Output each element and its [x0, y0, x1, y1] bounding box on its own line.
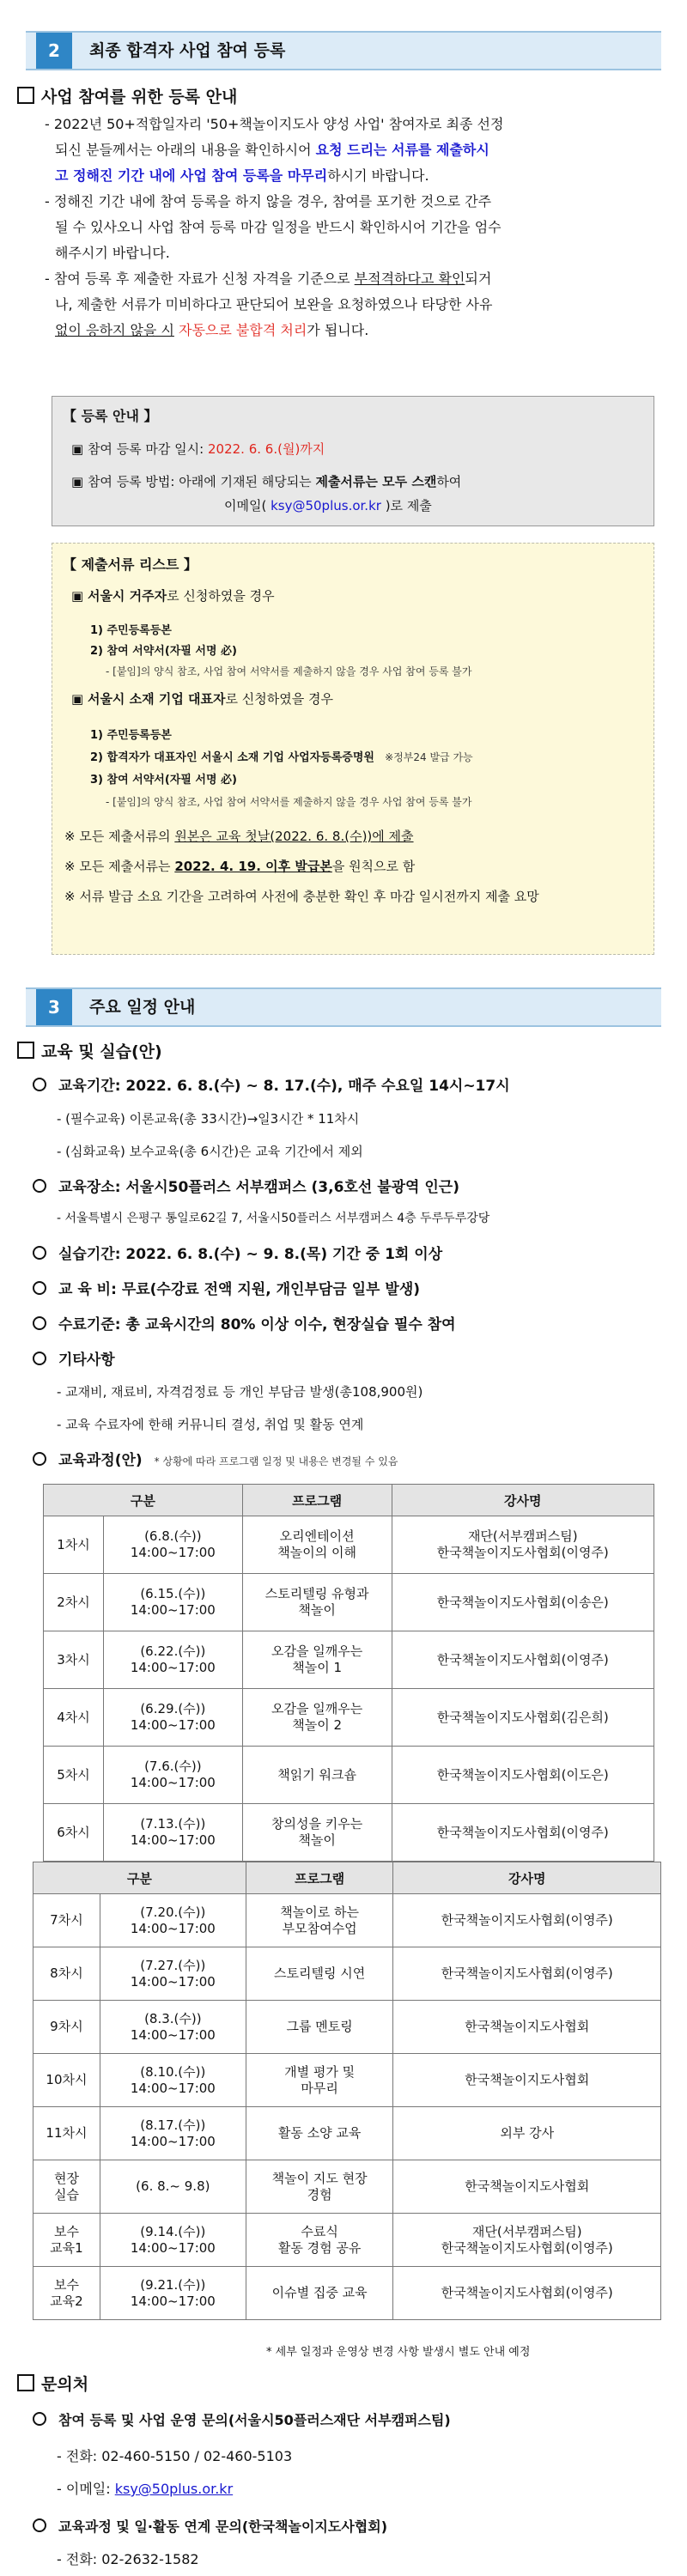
checkbox-square-icon — [17, 2374, 34, 2391]
circle-bullet-icon — [33, 1281, 46, 1295]
date-cell-line: (9.14.(수)) — [140, 2223, 206, 2239]
date-cell — [103, 1689, 242, 1747]
contact-email-link[interactable]: ksy@50plus.or.kr — [114, 2481, 234, 2497]
session-cell-line: 10차시 — [46, 2072, 88, 2087]
circle-bullet-icon — [33, 1078, 46, 1091]
date-cell — [103, 1574, 242, 1631]
section-3-header — [26, 987, 661, 1027]
date-cell-line: 14:00~17:00 — [130, 1775, 216, 1790]
program-cell-line: 오감을 일깨우는 — [271, 1701, 363, 1716]
checkbox-square-icon — [17, 1042, 34, 1059]
edu-detail: - (필수교육) 이론교육(총 33시간)→일3시간 * 11차시 — [57, 1111, 360, 1127]
instructor-cell-line: 한국책놀이지도사협회 — [465, 2019, 590, 2034]
registration-info-box — [52, 396, 654, 526]
date-cell — [100, 2267, 246, 2320]
program-cell — [246, 2001, 393, 2054]
date-cell — [103, 1804, 242, 1862]
program-cell-line: 이슈별 집중 교육 — [271, 2285, 368, 2300]
program-cell-line: 책놀이 지도 현장 — [271, 2170, 368, 2186]
program-cell-line: 스토리텔링 시연 — [274, 1965, 366, 1981]
program-cell-line: 활동 소양 교육 — [277, 2125, 362, 2141]
instructor-cell — [392, 1747, 654, 1804]
section-number: 2 — [36, 33, 72, 69]
session-cell-line: 7차시 — [50, 1912, 83, 1928]
date-cell-line: (6. 8.~ 9.8) — [136, 2178, 210, 2194]
circle-bullet-icon — [33, 1246, 46, 1260]
instructor-cell-line: 한국책놀이지도사협회(이영주) — [436, 1651, 609, 1668]
date-cell — [100, 2160, 246, 2214]
program-cell — [242, 1689, 392, 1747]
session-cell — [33, 1947, 100, 2001]
note-1: ※ 모든 제출서류의 원본은 교육 첫날(2022. 6. 8.(수))에 제출 — [64, 829, 414, 844]
table-footnote: * 세부 일정과 운영상 변경 사항 발생시 별도 안내 예정 — [266, 2346, 531, 2359]
session-cell-line: 9차시 — [50, 2019, 83, 2034]
date-cell-line: (7.27.(수)) — [140, 1957, 206, 1973]
doc-note: - [붙임]의 양식 참조, 사업 참여 서약서를 제출하지 않을 경우 사업 참여 등록 불가 — [106, 796, 472, 808]
session-cell — [33, 2267, 100, 2320]
date-cell-line: 14:00~17:00 — [130, 1920, 216, 1936]
instructor-cell-line: 한국책놀이지도사협회 — [465, 2072, 590, 2087]
section-title: 최종 합격자 사업 참여 등록 — [89, 41, 286, 60]
program-cell-line: 스토리텔링 유형과 — [264, 1586, 369, 1601]
note-3: ※ 서류 발급 소요 기간을 고려하여 사전에 충분한 확인 후 마감 일시전까지 제출 요망 — [64, 889, 539, 904]
instructor-cell — [392, 1631, 654, 1689]
instructor-cell — [392, 1516, 654, 1574]
session-cell-line: 5차시 — [57, 1766, 90, 1783]
instructor-cell — [393, 2160, 661, 2214]
education-heading: 교육 및 실습(안) — [17, 1039, 162, 1062]
instructor-cell — [393, 2001, 661, 2054]
session-cell — [33, 2160, 100, 2214]
date-cell — [103, 1631, 242, 1689]
date-cell-line: 14:00~17:00 — [130, 2239, 216, 2256]
circle-bullet-icon — [33, 1179, 46, 1193]
section-number: 3 — [36, 989, 72, 1025]
date-cell-line: (9.21.(수)) — [140, 2276, 206, 2293]
guide-line: 해주시기 바랍니다. — [55, 245, 170, 261]
table-row — [44, 1516, 654, 1574]
date-cell-line: (7.13.(수)) — [140, 1816, 206, 1832]
session-cell-line: 4차시 — [57, 1709, 90, 1725]
session-cell-line: 2차시 — [57, 1594, 90, 1610]
instructor-cell-line: 재단(서부캠퍼스팀) — [471, 2223, 582, 2239]
date-cell-line: (7.20.(수)) — [140, 1904, 206, 1920]
group1-title: ▣ 서울시 거주자로 신청하였을 경우 — [71, 588, 275, 604]
session-cell — [33, 2054, 100, 2107]
date-cell-line: (7.6.(수)) — [144, 1759, 202, 1774]
instructor-cell — [393, 1947, 661, 2001]
date-cell-line: 14:00~17:00 — [130, 2133, 216, 2149]
session-cell — [33, 2214, 100, 2267]
program-cell — [246, 2054, 393, 2107]
session-cell — [33, 2001, 100, 2054]
edu-place: 교육장소: 서울시50플러스 서부캠퍼스 (3,6호선 불광역 인근) — [33, 1175, 459, 1196]
schedule-table-2 — [33, 1862, 661, 2320]
session-cell-line: 보수 — [53, 2223, 79, 2239]
program-cell-line: 책놀이 — [298, 1602, 336, 1618]
edu-detail: - 교육 수료자에 한해 커뮤니티 결성, 취업 및 활동 연계 — [57, 1417, 364, 1432]
section-2-header — [26, 31, 661, 70]
circle-bullet-icon — [33, 1316, 46, 1330]
program-cell-line: 경험 — [307, 2186, 332, 2202]
program-cell-line: 오감을 일깨우는 — [271, 1643, 363, 1659]
program-cell-line: 책놀이의 이해 — [277, 1545, 356, 1560]
program-cell — [246, 1947, 393, 2001]
instructor-cell — [393, 2107, 661, 2160]
program-cell — [242, 1574, 392, 1631]
program-cell — [246, 2107, 393, 2160]
doc-item: 3) 참여 서약서(자필 서명 必) — [90, 774, 237, 787]
email-item: 이메일( ksy@50plus.or.kr )로 제출 — [224, 498, 432, 513]
instructor-cell-line: 한국책놀이지도사협회(이영주) — [436, 1545, 609, 1560]
edu-detail: - 교재비, 재료비, 자격검정료 등 개인 부담금 발생(총108,900원) — [57, 1384, 423, 1400]
guide-line: - 참여 등록 후 제출한 자료가 신청 자격을 기준으로 부적격하다고 확인되거 — [45, 270, 492, 287]
doc-item: 2) 참여 서약서(자필 서명 必) — [90, 645, 237, 658]
date-cell-line: 14:00~17:00 — [130, 2293, 216, 2309]
instructor-cell — [392, 1689, 654, 1747]
edu-course: 교육과정(안) * 상황에 따라 프로그램 일정 및 내용은 변경될 수 있음 — [33, 1448, 398, 1469]
date-cell-line: 14:00~17:00 — [130, 1545, 216, 1560]
date-cell-line: (8.3.(수)) — [144, 2010, 202, 2026]
circle-bullet-icon — [33, 2412, 46, 2426]
instructor-cell — [393, 2214, 661, 2267]
instructor-cell-line: 한국책놀이지도사협회(이도은) — [436, 1766, 609, 1783]
program-cell-line: 책놀이로 하는 — [280, 1904, 359, 1920]
session-cell — [44, 1747, 104, 1804]
program-cell-line: 책놀이 — [298, 1832, 336, 1848]
date-cell-line: 14:00~17:00 — [130, 1717, 216, 1733]
header-cell: 강사명 — [392, 1485, 654, 1516]
instructor-cell-line: 한국책놀이지도사협회(이영주) — [441, 1965, 613, 1981]
guide-line: - 2022년 50+적합일자리 '50+책놀이지도사 양성 사업' 참여자로 최종 선정 — [45, 116, 504, 132]
instructor-cell — [393, 2267, 661, 2320]
email-link[interactable]: ksy@50plus.or.kr — [271, 498, 381, 513]
table-row — [33, 2267, 661, 2320]
program-cell-line: 책읽기 워크숍 — [277, 1766, 356, 1783]
program-cell-line: 창의성을 키우는 — [271, 1816, 363, 1832]
program-cell — [246, 2214, 393, 2267]
instructor-cell-line: 한국책놀이지도사협회(이영주) — [441, 1912, 613, 1928]
session-cell — [44, 1516, 104, 1574]
date-cell-line: 14:00~17:00 — [130, 1832, 216, 1848]
instructor-cell — [392, 1804, 654, 1862]
instructor-cell-line: 한국책놀이지도사협회 — [465, 2178, 590, 2194]
guide-line: 될 수 있사오니 사업 참여 등록 마감 일정을 반드시 확인하시어 기간을 엄수 — [55, 219, 502, 235]
table-row — [44, 1574, 654, 1631]
program-cell — [242, 1804, 392, 1862]
date-cell-line: (6.29.(수)) — [140, 1701, 206, 1716]
program-cell-line: 개별 평가 및 — [284, 2063, 356, 2080]
date-cell-line: (6.22.(수)) — [140, 1643, 206, 1659]
deadline-item: ▣ 참여 등록 마감 일시: 2022. 6. 6.(월)까지 — [71, 441, 325, 457]
program-cell-line: 그룹 멘토링 — [286, 2019, 353, 2034]
header-cell: 프로그램 — [246, 1862, 393, 1894]
table-row — [33, 1894, 661, 1947]
table-row — [33, 2107, 661, 2160]
contact-email-row: - 이메일: ksy@50plus.or.kr — [57, 2481, 234, 2497]
instructor-cell-line: 한국책놀이지도사협회(김은희) — [436, 1709, 609, 1725]
program-cell — [246, 1894, 393, 1947]
header-cell: 구분 — [44, 1485, 243, 1516]
session-cell-line: 현장 — [53, 2170, 79, 2186]
date-cell — [103, 1747, 242, 1804]
date-cell-line: 14:00~17:00 — [130, 2026, 216, 2043]
session-cell-line: 3차시 — [57, 1651, 90, 1668]
instructor-cell-line: 재단(서부캠퍼스팀) — [467, 1528, 578, 1544]
contact-phone: - 전화: 02-460-5150 / 02-460-5103 — [57, 2448, 293, 2464]
checkbox-square-icon — [17, 87, 34, 104]
program-cell — [242, 1747, 392, 1804]
instructor-cell — [393, 1894, 661, 1947]
contact-1-title: 참여 등록 및 사업 운영 문의(서울시50플러스재단 서부캠퍼스팀) — [33, 2409, 451, 2429]
session-cell — [33, 2107, 100, 2160]
guide-line: 고 정해진 기간 내에 사업 참여 등록을 마무리하시기 바랍니다. — [55, 167, 429, 184]
session-cell-line: 1차시 — [57, 1536, 90, 1552]
program-cell-line: 부모참여수업 — [282, 1920, 357, 1936]
edu-detail: - 서울특별시 은평구 통일로62길 7, 서울시50플러스 서부캠퍼스 4층 두루두루강당 — [57, 1212, 490, 1225]
edu-period: 교육기간: 2022. 6. 8.(수) ~ 8. 17.(수), 매주 수요일 14시~17시 — [33, 1073, 510, 1095]
instructor-cell-line: 한국책놀이지도사협회(이영주) — [436, 1824, 609, 1840]
edu-fee: 교 육 비: 무료(수강료 전액 지원, 개인부담금 일부 발생) — [33, 1277, 420, 1298]
table-row — [33, 1947, 661, 2001]
doc-item: 2) 합격자가 대표자인 서울시 소재 기업 사업자등록증명원 ※정부24 발급 가능 — [90, 751, 473, 764]
header-cell: 강사명 — [393, 1862, 661, 1894]
table-row — [44, 1747, 654, 1804]
session-cell-line: 교육2 — [50, 2293, 83, 2309]
date-cell-line: 14:00~17:00 — [130, 1602, 216, 1618]
circle-bullet-icon — [33, 1452, 46, 1466]
contact-2-title: 교육과정 및 일·활동 연계 문의(한국책놀이지도사협회) — [33, 2516, 387, 2536]
program-cell-line: 책놀이 2 — [292, 1717, 343, 1733]
date-cell — [100, 2107, 246, 2160]
program-cell — [246, 2160, 393, 2214]
instructor-cell-line: 외부 강사 — [500, 2125, 555, 2141]
table-row — [33, 2001, 661, 2054]
session-cell-line: 실습 — [53, 2186, 79, 2202]
guide-line: 되신 분들께서는 아래의 내용을 확인하시어 요청 드리는 서류를 제출하시 — [55, 142, 489, 158]
contact-heading: 문의처 — [17, 2372, 88, 2395]
method-item: ▣ 참여 등록 방법: 아래에 기재된 해당되는 제출서류는 모두 스캔하여 — [71, 474, 462, 489]
instructor-cell-line: 한국책놀이지도사협회(이영주) — [441, 2239, 613, 2256]
session-cell — [44, 1689, 104, 1747]
instructor-cell-line: 한국책놀이지도사협회(이송은) — [436, 1594, 609, 1610]
table-header-row — [44, 1485, 654, 1516]
program-cell-line: 책놀이 1 — [292, 1660, 343, 1675]
session-cell — [33, 1894, 100, 1947]
program-cell — [246, 2267, 393, 2320]
documents-list-box — [52, 543, 654, 955]
instructor-cell — [392, 1574, 654, 1631]
date-cell-line: 14:00~17:00 — [130, 2080, 216, 2096]
table-row — [33, 2160, 661, 2214]
date-cell-line: (6.15.(수)) — [140, 1586, 206, 1601]
group2-title: ▣ 서울시 소재 기업 대표자로 신청하였을 경우 — [71, 691, 333, 707]
session-cell-line: 보수 — [53, 2276, 79, 2293]
table-row — [33, 2054, 661, 2107]
guide-line: - 정해진 기간 내에 참여 등록을 하지 않을 경우, 참여를 포기한 것으로 간주 — [45, 193, 492, 210]
doc-item: 1) 주민등록등본 — [90, 624, 172, 637]
program-cell — [242, 1516, 392, 1574]
doc-item: 1) 주민등록등본 — [90, 729, 172, 742]
session-cell — [44, 1804, 104, 1862]
session-cell-line: 교육1 — [50, 2239, 83, 2256]
session-cell — [44, 1574, 104, 1631]
registration-guide-heading: 사업 참여를 위한 등록 안내 — [17, 84, 237, 107]
circle-bullet-icon — [33, 2518, 46, 2532]
circle-bullet-icon — [33, 1352, 46, 1365]
date-cell — [103, 1516, 242, 1574]
date-cell-line: 14:00~17:00 — [130, 1660, 216, 1675]
date-cell-line: 14:00~17:00 — [130, 1973, 216, 1990]
session-cell-line: 11차시 — [46, 2125, 88, 2141]
instructor-cell — [393, 2054, 661, 2107]
table-row — [44, 1804, 654, 1862]
box-label: 【 제출서류 리스트 】 — [63, 556, 198, 573]
table-row — [44, 1689, 654, 1747]
date-cell — [100, 2054, 246, 2107]
box-label: 【 등록 안내 】 — [63, 408, 158, 424]
edu-practice: 실습기간: 2022. 6. 8.(수) ~ 9. 8.(목) 기간 중 1회 이상 — [33, 1242, 442, 1263]
session-cell-line: 6차시 — [57, 1824, 90, 1840]
date-cell — [100, 1894, 246, 1947]
doc-note: - [붙임]의 양식 참조, 사업 참여 서약서를 제출하지 않을 경우 사업 참여 등록 불가 — [106, 665, 472, 677]
program-cell-line: 마무리 — [301, 2080, 338, 2096]
guide-line: 나, 제출한 서류가 미비하다고 판단되어 보완을 요청하였으나 타당한 사유 — [55, 296, 493, 313]
edu-detail: - (심화교육) 보수교육(총 6시간)은 교육 기간에서 제외 — [57, 1144, 363, 1159]
session-cell — [44, 1631, 104, 1689]
program-cell — [242, 1631, 392, 1689]
program-cell-line: 오리엔테이션 — [279, 1528, 355, 1544]
session-cell-line: 8차시 — [50, 1965, 83, 1981]
edu-completion: 수료기준: 총 교육시간의 80% 이상 이수, 현장실습 필수 참여 — [33, 1312, 456, 1334]
edu-etc: 기타사항 — [33, 1347, 115, 1369]
registration-guide-text — [45, 112, 667, 343]
date-cell-line: (8.10.(수)) — [140, 2063, 206, 2080]
date-cell-line: (6.8.(수)) — [144, 1528, 202, 1544]
header-cell: 프로그램 — [242, 1485, 392, 1516]
date-cell-line: (8.17.(수)) — [140, 2117, 206, 2133]
header-cell: 구분 — [33, 1862, 246, 1894]
note-2: ※ 모든 제출서류는 2022. 4. 19. 이후 발급본을 원칙으로 함 — [64, 859, 416, 874]
date-cell — [100, 2001, 246, 2054]
date-cell — [100, 2214, 246, 2267]
guide-line: 없이 응하지 않을 시 자동으로 불합격 처리가 됩니다. — [55, 322, 369, 338]
table-row — [33, 2214, 661, 2267]
program-cell-line: 수료식 — [301, 2223, 338, 2239]
contact-phone: - 전화: 02-2632-1582 — [57, 2551, 199, 2567]
date-cell — [100, 1947, 246, 2001]
instructor-cell-line: 한국책놀이지도사협회(이영주) — [441, 2285, 613, 2300]
program-cell-line: 활동 경험 공유 — [277, 2239, 362, 2256]
table-header-row — [33, 1862, 661, 1894]
schedule-table-1 — [43, 1484, 654, 1862]
table-row — [44, 1631, 654, 1689]
section-title: 주요 일정 안내 — [89, 998, 196, 1017]
